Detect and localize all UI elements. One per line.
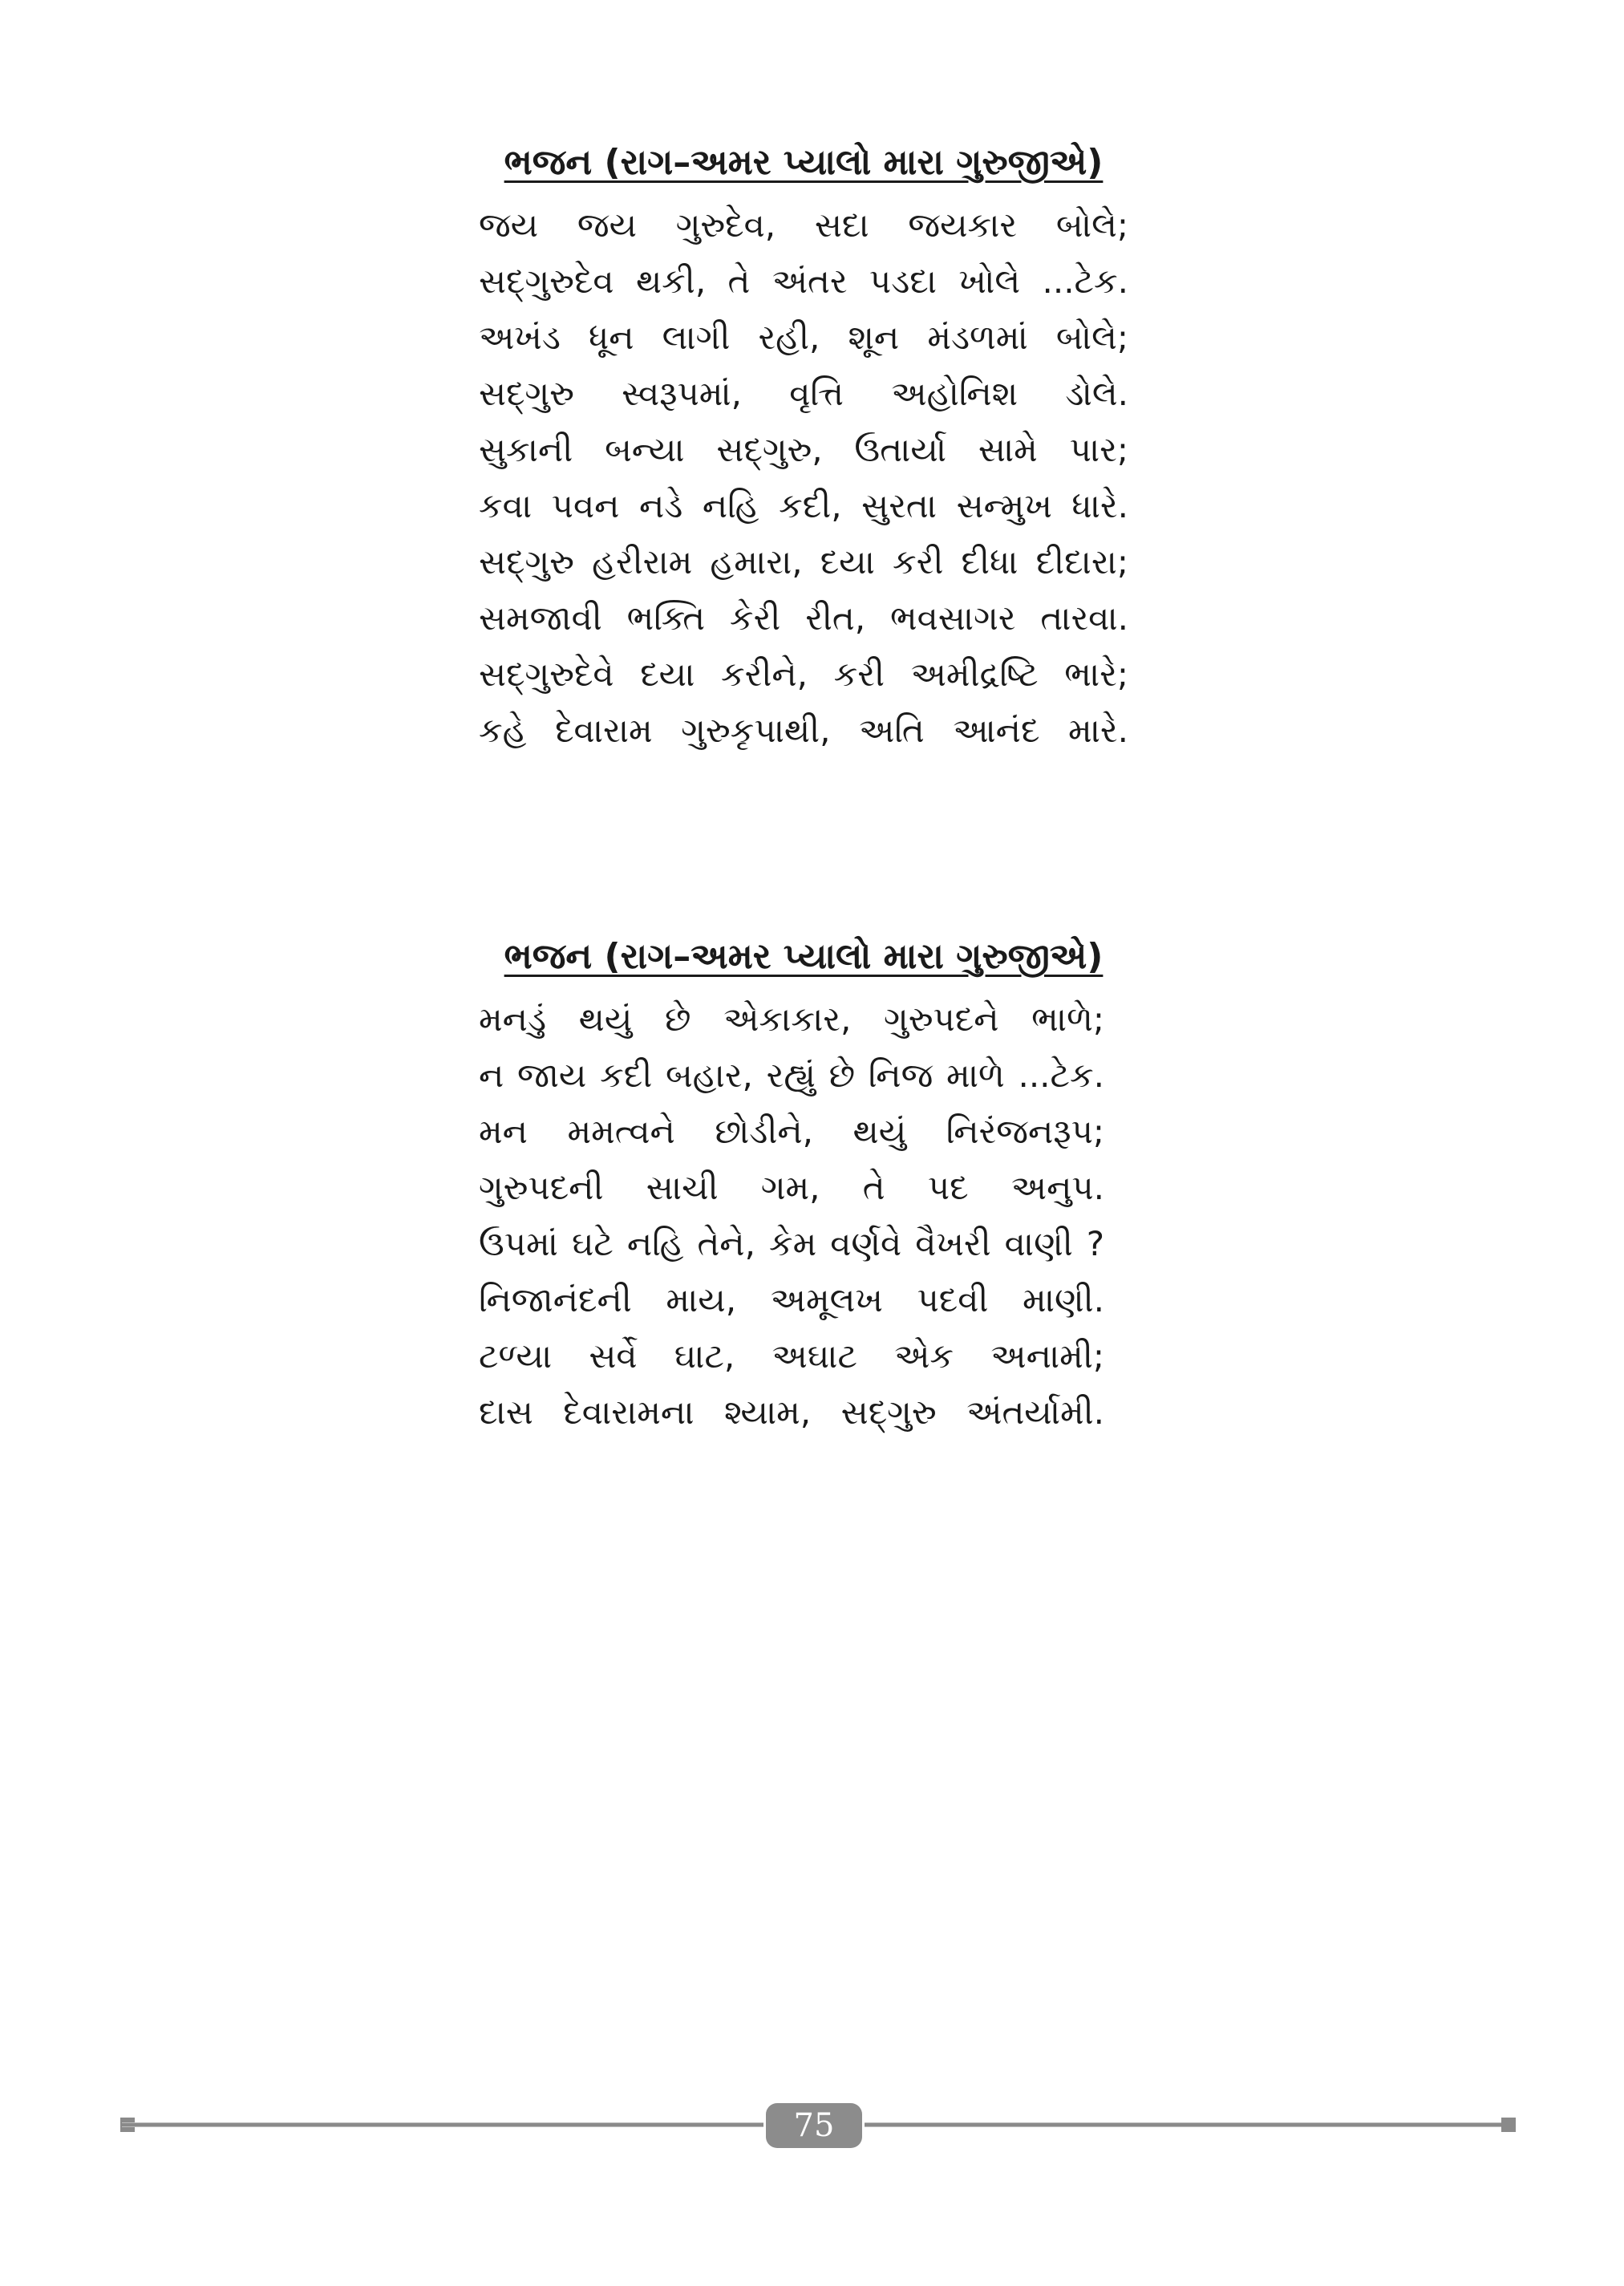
verse-line: અખંડ ધૂન લાગી રહી, શૂન મંડળમાં બોલે; xyxy=(479,318,1128,357)
footer-rule-left xyxy=(122,2122,763,2127)
verse-line: જય જય ગુરુદેવ, સદા જયકાર બોલે; xyxy=(479,205,1128,245)
verse-line: સદ્‌ગુરુ સ્વરૂપમાં, વૃત્તિ અહોનિશ ડોલે. xyxy=(479,374,1128,413)
verse-line: નિજાનંદની માય, અમૂલખ પદવી માણી. xyxy=(479,1280,1104,1319)
footer-rule-cap-right xyxy=(1501,2118,1516,2132)
verse-line: મનડું થયું છે એકાકાર, ગુરુપદને ભાળે; xyxy=(479,999,1104,1039)
verse-line: કવા પવન નડે નહિ કદી, સુરતા સન્મુખ ધારે. xyxy=(479,486,1128,525)
verse-line: સદ્‌ગુરુ હરીરામ હમારા, દયા કરી દીધા દીદારા; xyxy=(479,542,1128,582)
verse-line: ન જાય કદી બહાર, રહ્યું છે નિજ માળે ...ટેક. xyxy=(479,1056,1104,1095)
bhajan-title: ભજન (રાગ–અમર પ્યાલો મારા ગુરુજીએ) xyxy=(504,142,1104,183)
verse-line: ટળ્યા સર્વે ઘાટ, અઘાટ એક અનામી; xyxy=(479,1336,1104,1376)
verse-line: ઉપમાં ઘટે નહિ તેને, કેમ વર્ણવે વૈખરી વાણી ? xyxy=(479,1224,1104,1263)
verse-line: કહે દેવારામ ગુરુકૃપાથી, અતિ આનંદ મારે. xyxy=(479,711,1128,750)
verse-line: ગુરુપદની સાચી ગમ, તે પદ અનુપ. xyxy=(479,1168,1104,1207)
page-footer xyxy=(0,2102,1624,2150)
bhajan-section-1 xyxy=(479,135,1128,759)
verse-line: સુકાની બન્યા સદ્‌ગુરુ, ઉતાર્યા સામે પાર; xyxy=(479,430,1128,469)
verse-line: મન મમત્વને છોડીને, થયું નિરંજનરૂપ; xyxy=(479,1112,1104,1151)
verse-line: સદ્‌ગુરુદેવે દયા કરીને, કરી અમીદ્રષ્ટિ ભારે; xyxy=(479,655,1128,694)
verse-line: દાસ દેવારામના શ્યામ, સદ્‌ગુરુ અંતર્યામી. xyxy=(479,1392,1104,1432)
footer-rule-right xyxy=(865,2122,1506,2127)
bhajan-title: ભજન (રાગ–અમર પ્યાલો મારા ગુરુજીએ) xyxy=(504,936,1104,977)
verse-line: સદ્‌ગુરુદેવ થકી, તે અંતર પડદા ખોલે ...ટેક. xyxy=(479,261,1128,301)
verse-line: સમજાવી ભક્તિ કેરી રીત, ભવસાગર તારવા. xyxy=(479,598,1128,638)
bhajan-section-2 xyxy=(479,929,1128,1441)
page-number: 75 xyxy=(766,2103,862,2148)
